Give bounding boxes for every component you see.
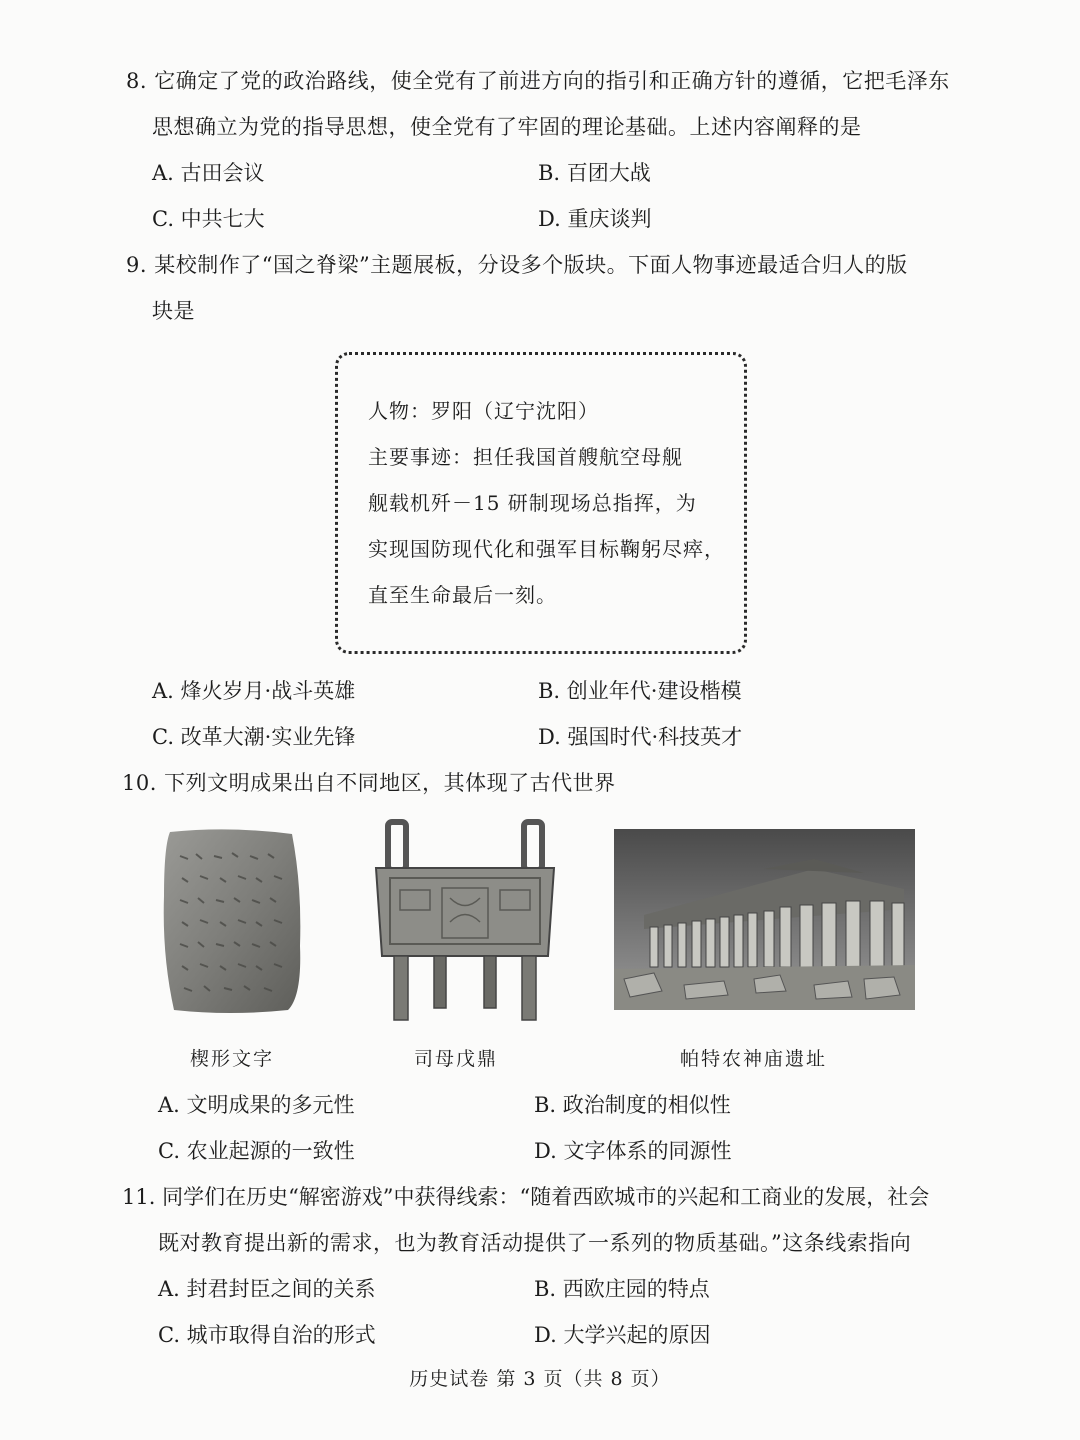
q9-person-info-box [335, 352, 747, 654]
q10-stem-line-1: 10. 下列文明成果出自不同地区，其体现了古代世界 [122, 771, 616, 795]
q10-option-d: D. 文字体系的同源性 [534, 1139, 732, 1163]
q9-option-c: C. 改革大潮·实业先锋 [152, 725, 356, 749]
q8-option-c: C. 中共七大 [152, 207, 265, 231]
q11-option-c: C. 城市取得自治的形式 [158, 1323, 376, 1347]
parthenon-ruins-image [614, 829, 915, 1010]
q8-stem-line-2: 思想确立为党的指导思想，使全党有了牢固的理论基础。上述内容阐释的是 [152, 115, 862, 139]
q8-option-b: B. 百团大战 [538, 161, 651, 185]
q8-option-a: A. 古田会议 [152, 161, 265, 185]
info-box-line-4: 实现国防现代化和强军目标鞠躬尽瘁， [368, 537, 725, 561]
q11-stem-line-1: 11. 同学们在历史“解密游戏”中获得线索：“随着西欧城市的兴起和工商业的发展，社会 [122, 1185, 930, 1209]
q9-stem-line-2: 块是 [152, 299, 195, 323]
q11-option-a: A. 封君封臣之间的关系 [158, 1277, 376, 1301]
caption-simuwu-ding: 司母戊鼎 [414, 1048, 499, 1070]
info-box-line-2: 主要事迹：担任我国首艘航空母舰 [368, 445, 683, 469]
q11-option-b: B. 西欧庄园的特点 [534, 1277, 710, 1301]
q11-stem-line-2: 既对教育提出新的需求，也为教育活动提供了一系列的物质基础。”这条线索指向 [158, 1231, 912, 1255]
q10-option-c: C. 农业起源的一致性 [158, 1139, 355, 1163]
q9-option-a: A. 烽火岁月·战斗英雄 [152, 679, 356, 703]
page-footer: 历史试卷 第 3 页（共 8 页） [409, 1368, 671, 1390]
cuneiform-tablet-image [160, 826, 306, 1016]
q9-option-b: B. 创业年代·建设楷模 [538, 679, 742, 703]
q8-stem-line-1: 8. 它确定了党的政治路线，使全党有了前进方向的指引和正确方针的遵循，它把毛泽东 [126, 69, 950, 93]
info-box-line-1: 人物：罗阳（辽宁沈阳） [368, 399, 599, 423]
q8-option-d: D. 重庆谈判 [538, 207, 652, 231]
simuwu-ding-image [370, 818, 560, 1024]
q9-stem-line-1: 9. 某校制作了“国之脊梁”主题展板，分设多个版块。下面人物事迹最适合归人的版 [126, 253, 908, 277]
info-box-line-5: 直至生命最后一刻。 [368, 583, 557, 607]
q11-option-d: D. 大学兴起的原因 [534, 1323, 711, 1347]
caption-cuneiform: 楔形文字 [190, 1048, 275, 1070]
q10-option-b: B. 政治制度的相似性 [534, 1093, 731, 1117]
caption-parthenon: 帕特农神庙遗址 [680, 1048, 828, 1070]
q9-option-d: D. 强国时代·科技英才 [538, 725, 743, 749]
q10-option-a: A. 文明成果的多元性 [158, 1093, 355, 1117]
info-box-line-3: 舰载机歼－15 研制现场总指挥，为 [368, 491, 697, 515]
